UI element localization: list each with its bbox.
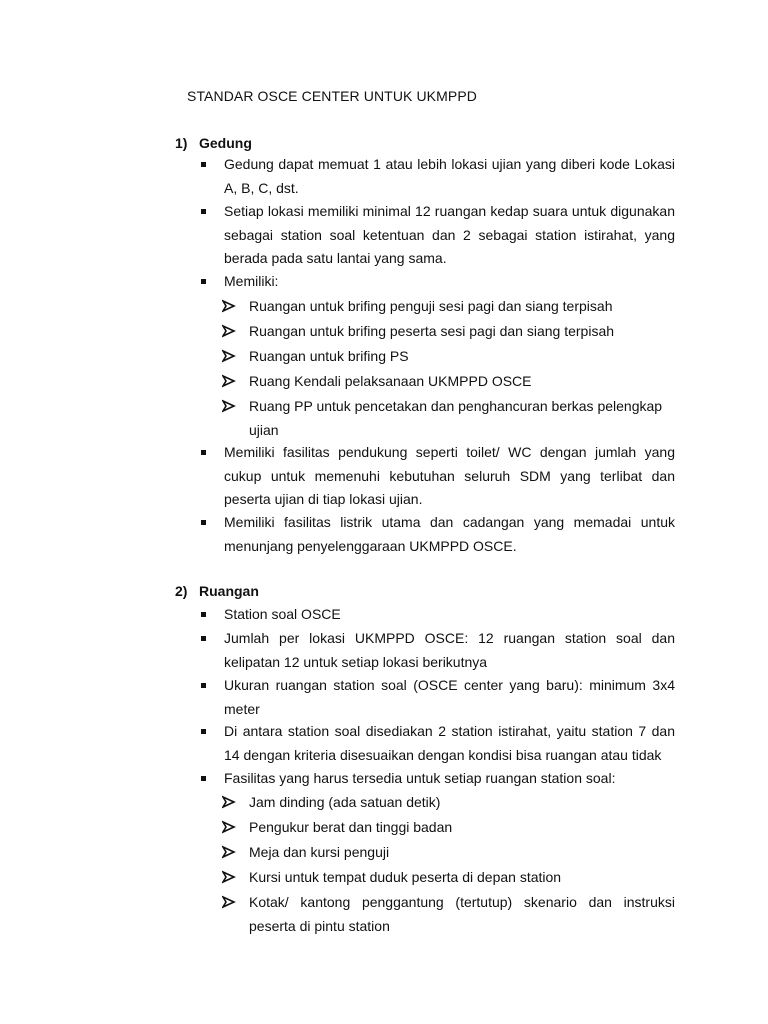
bullet-square-icon — [201, 729, 206, 734]
bullet-item: Memiliki: — [224, 273, 279, 289]
sub-item: Ruangan untuk brifing PS — [249, 348, 409, 364]
arrow-bullet-icon — [222, 299, 236, 313]
bullet-item: Gedung dapat memuat 1 atau lebih lokasi ujian yang diberi kode Lokasi A, B, C, dst. — [224, 156, 675, 196]
bullet-square-icon — [201, 279, 206, 284]
bullet-square-icon — [201, 450, 206, 455]
bullet-square-icon — [201, 612, 206, 617]
sub-item: Ruangan untuk brifing peserta sesi pagi dan siang terpisah — [249, 323, 615, 339]
arrow-bullet-icon — [222, 349, 236, 363]
section-number: 2) — [175, 583, 188, 599]
bullet-square-icon — [201, 636, 206, 641]
sub-item: Jam dinding (ada satuan detik) — [249, 794, 441, 810]
bullet-square-icon — [201, 209, 206, 214]
sub-item: Ruang PP untuk pencetakan dan penghancuran berkas pelengkap ujian — [249, 398, 663, 438]
arrow-bullet-icon — [222, 374, 236, 388]
section-title: Ruangan — [199, 583, 259, 599]
arrow-bullet-icon — [222, 795, 236, 809]
sub-item: Meja dan kursi penguji — [249, 844, 390, 860]
bullet-square-icon — [201, 776, 206, 781]
bullet-item: Di antara station soal disediakan 2 station istirahat, yaitu station 7 dan 14 dengan kriteria disesuaikan dengan kondisi bisa ruangan atau tidak — [224, 723, 675, 763]
bullet-item: Fasilitas yang harus tersedia untuk setiap ruangan station soal: — [224, 770, 616, 786]
arrow-bullet-icon — [222, 324, 236, 338]
arrow-bullet-icon — [222, 820, 236, 834]
arrow-bullet-icon — [222, 895, 236, 909]
bullet-item: Setiap lokasi memiliki minimal 12 ruangan kedap suara untuk digunakan sebagai station soal ketentuan dan 2 sebagai station istirahat, yang berada pada satu lantai yang sama. — [224, 203, 675, 266]
sub-item: Ruang Kendali pelaksanaan UKMPPD OSCE — [249, 373, 532, 389]
bullet-item: Jumlah per lokasi UKMPPD OSCE: 12 ruangan station soal dan kelipatan 12 untuk setiap lokasi berikutnya — [224, 630, 675, 670]
bullet-square-icon — [201, 162, 206, 167]
arrow-bullet-icon — [222, 399, 236, 413]
bullet-item: Station soal OSCE — [224, 606, 341, 622]
bullet-item: Ukuran ruangan station soal (OSCE center yang baru): minimum 3x4 meter — [224, 677, 675, 717]
sub-item: Pengukur berat dan tinggi badan — [249, 819, 453, 835]
sub-item: Kotak/ kantong penggantung (tertutup) skenario dan instruksi peserta di pintu station — [249, 894, 675, 934]
arrow-bullet-icon — [222, 845, 236, 859]
bullet-square-icon — [201, 520, 206, 525]
sub-item: Ruangan untuk brifing penguji sesi pagi dan siang terpisah — [249, 298, 613, 314]
bullet-square-icon — [201, 683, 206, 688]
bullet-item: Memiliki fasilitas pendukung seperti toilet/ WC dengan jumlah yang cukup untuk memenuhi kebutuhan seluruh SDM yang terlibat dan peserta ujian di tiap lokasi ujian. — [224, 444, 675, 507]
bullet-item: Memiliki fasilitas listrik utama dan cadangan yang memadai untuk menunjang penyelenggaraan UKMPPD OSCE. — [224, 514, 675, 554]
arrow-bullet-icon — [222, 870, 236, 884]
sub-item: Kursi untuk tempat duduk peserta di depan station — [249, 869, 562, 885]
document-title: STANDAR OSCE CENTER UNTUK UKMPPD — [187, 88, 477, 104]
section-title: Gedung — [199, 135, 252, 151]
section-number: 1) — [175, 135, 188, 151]
